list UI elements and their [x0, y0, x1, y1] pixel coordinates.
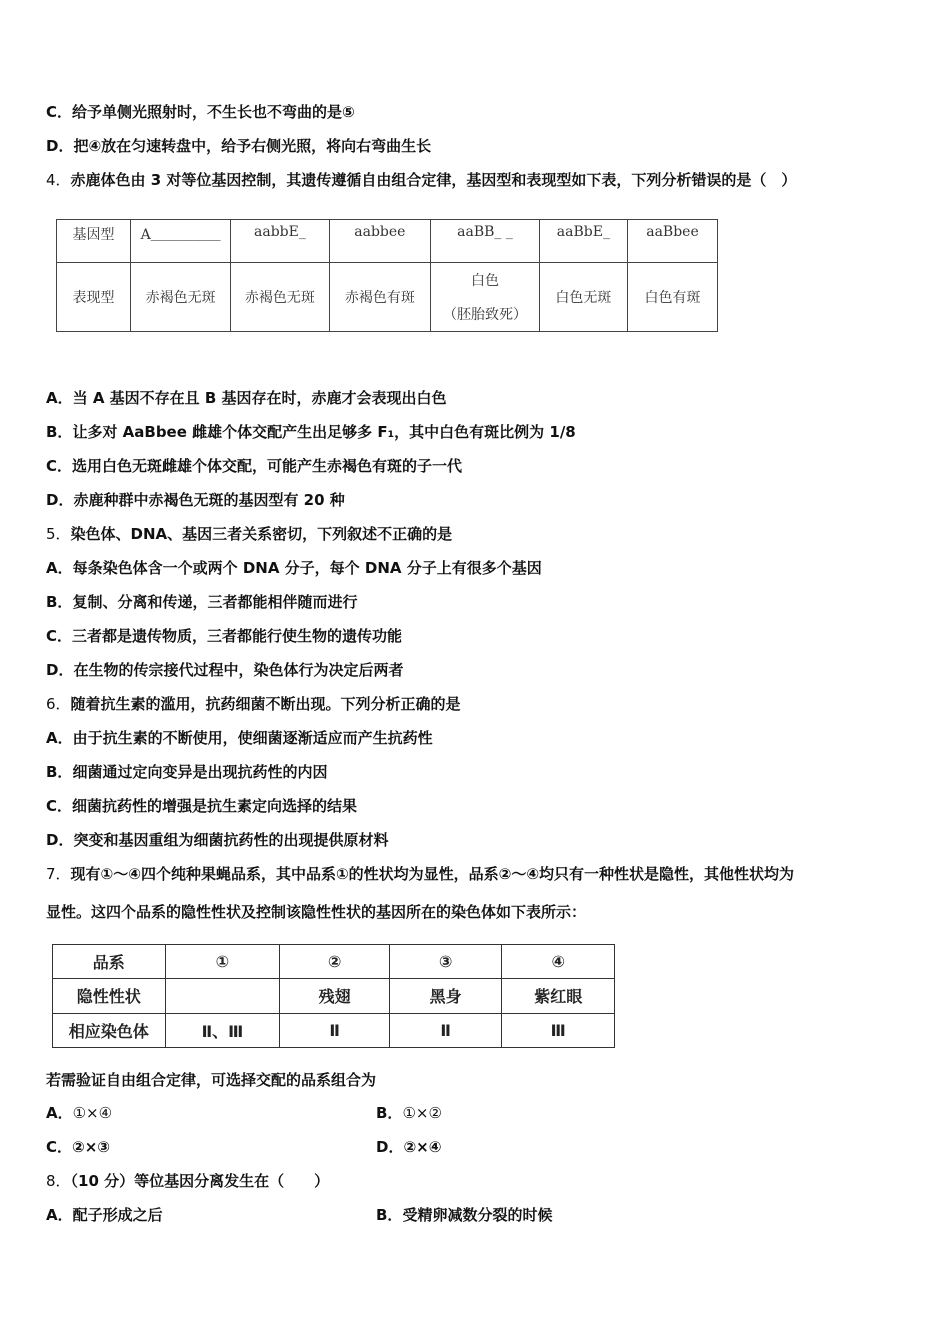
- q4-table-note: （胚胎致死）: [443, 307, 528, 323]
- q6-option-d: D．突变和基因重组为细菌抗药性的出现提供原材料: [46, 831, 389, 849]
- q4-genotype-table: [56, 219, 718, 332]
- q8-option-b: B．受精卵减数分裂的时候: [376, 1206, 553, 1224]
- q4-option-c: C．选用白色无斑雌雄个体交配，可能产生赤褐色有斑的子一代: [46, 457, 463, 475]
- q7-table-cell: ②: [280, 945, 390, 979]
- q7-table-cell: ①: [165, 945, 280, 979]
- q5-option-b: B．复制、分离和传递，三者都能相伴随而进行: [46, 593, 358, 611]
- q7-stem: 7．现有①～④四个纯种果蝇品系，其中品系①的性状均为显性，品系②～④均只有一种性状是隐性，其他性状均为: [46, 865, 795, 883]
- q4-table-cell: A＿＿＿＿＿: [130, 220, 230, 263]
- q4-table-cell: 赤褐色无斑: [231, 263, 329, 332]
- q7-table-cell: 黑身: [389, 979, 502, 1013]
- q4-table-text: 白色: [471, 273, 500, 289]
- q5-option-c: C．三者都是遗传物质，三者都能行使生物的遗传功能: [46, 627, 403, 645]
- q7-ask: 若需验证自由组合定律，可选择交配的品系组合为: [46, 1071, 377, 1089]
- q7-table-cell: Ⅱ: [389, 1013, 502, 1047]
- q6-option-c: C．细菌抗药性的增强是抗生素定向选择的结果: [46, 797, 358, 815]
- q7-table-cell: 紫红眼: [502, 979, 615, 1013]
- q6-option-a: A．由于抗生素的不断使用，使细菌逐渐适应而产生抗药性: [46, 729, 433, 747]
- q4-table-cell: 赤褐色无斑: [130, 263, 230, 332]
- q7-table-cell: [165, 979, 280, 1013]
- q7-table-cell: 隐性性状: [53, 979, 166, 1013]
- q4-option-b: B．让多对 AaBbee 雌雄个体交配产生出足够多 F₁，其中白色有斑比例为 1/8: [46, 423, 576, 441]
- q4-table-cell: 白色有斑: [627, 263, 717, 332]
- q7-table-cell: ④: [502, 945, 615, 979]
- q7-table-cell: Ⅲ: [502, 1013, 615, 1047]
- q4-stem: 4．赤鹿体色由 3 对等位基因控制，其遗传遵循自由组合定律，基因型和表现型如下表，下列分析错误的是（ ）: [46, 171, 797, 189]
- q4-option-d: D．赤鹿种群中赤褐色无斑的基因型有 20 种: [46, 491, 345, 509]
- q4-table-cell: aaBbE_: [539, 220, 627, 263]
- q7-table-cell: 相应染色体: [53, 1013, 166, 1047]
- q4-table-cell: 白色无斑: [539, 263, 627, 332]
- q5-option-a: A．每条染色体含一个或两个 DNA 分子，每个 DNA 分子上有很多个基因: [46, 559, 542, 577]
- q7-strain-table: [52, 944, 615, 1048]
- q6-stem: 6．随着抗生素的滥用，抗药细菌不断出现。下列分析正确的是: [46, 695, 461, 713]
- q6-option-b: B．细菌通过定向变异是出现抗药性的内因: [46, 763, 328, 781]
- q5-stem: 5．染色体、DNA、基因三者关系密切，下列叙述不正确的是: [46, 525, 453, 543]
- q7-stem-cont: 显性。这四个品系的隐性性状及控制该隐性性状的基因所在的染色体如下表所示：: [46, 903, 587, 921]
- q7-table-cell: 品系: [53, 945, 166, 979]
- q4-table-cell: 基因型: [57, 220, 131, 263]
- q4-table-cell-white: [431, 263, 540, 332]
- q3-option-c: C．给予单侧光照射时，不生长也不弯曲的是⑤: [46, 103, 355, 121]
- q7-option-d: D．②×④: [376, 1138, 442, 1156]
- q8-stem: 8．（10 分）等位基因分离发生在（ ）: [46, 1172, 330, 1190]
- q4-table-cell: aaBB_ _: [431, 220, 540, 263]
- q4-table-cell: 赤褐色有斑: [329, 263, 431, 332]
- q4-table-cell: 表现型: [57, 263, 131, 332]
- q8-option-a: A．配子形成之后: [46, 1206, 163, 1224]
- q4-table-cell: aabbee: [329, 220, 431, 263]
- q7-table-cell: Ⅱ、Ⅲ: [165, 1013, 280, 1047]
- q7-option-b: B．①×②: [376, 1104, 442, 1122]
- q3-option-d: D．把④放在匀速转盘中，给予右侧光照，将向右弯曲生长: [46, 137, 432, 155]
- q7-table-cell: ③: [389, 945, 502, 979]
- q7-table-cell: Ⅱ: [280, 1013, 390, 1047]
- q4-option-a: A．当 A 基因不存在且 B 基因存在时，赤鹿才会表现出白色: [46, 389, 447, 407]
- q7-option-c: C．②×③: [46, 1138, 110, 1156]
- q5-option-d: D．在生物的传宗接代过程中，染色体行为决定后两者: [46, 661, 404, 679]
- q4-table-cell: aabbE_: [231, 220, 329, 263]
- q4-table-cell: aaBbee: [627, 220, 717, 263]
- q7-option-a: A．①×④: [46, 1104, 113, 1122]
- q7-table-cell: 残翅: [280, 979, 390, 1013]
